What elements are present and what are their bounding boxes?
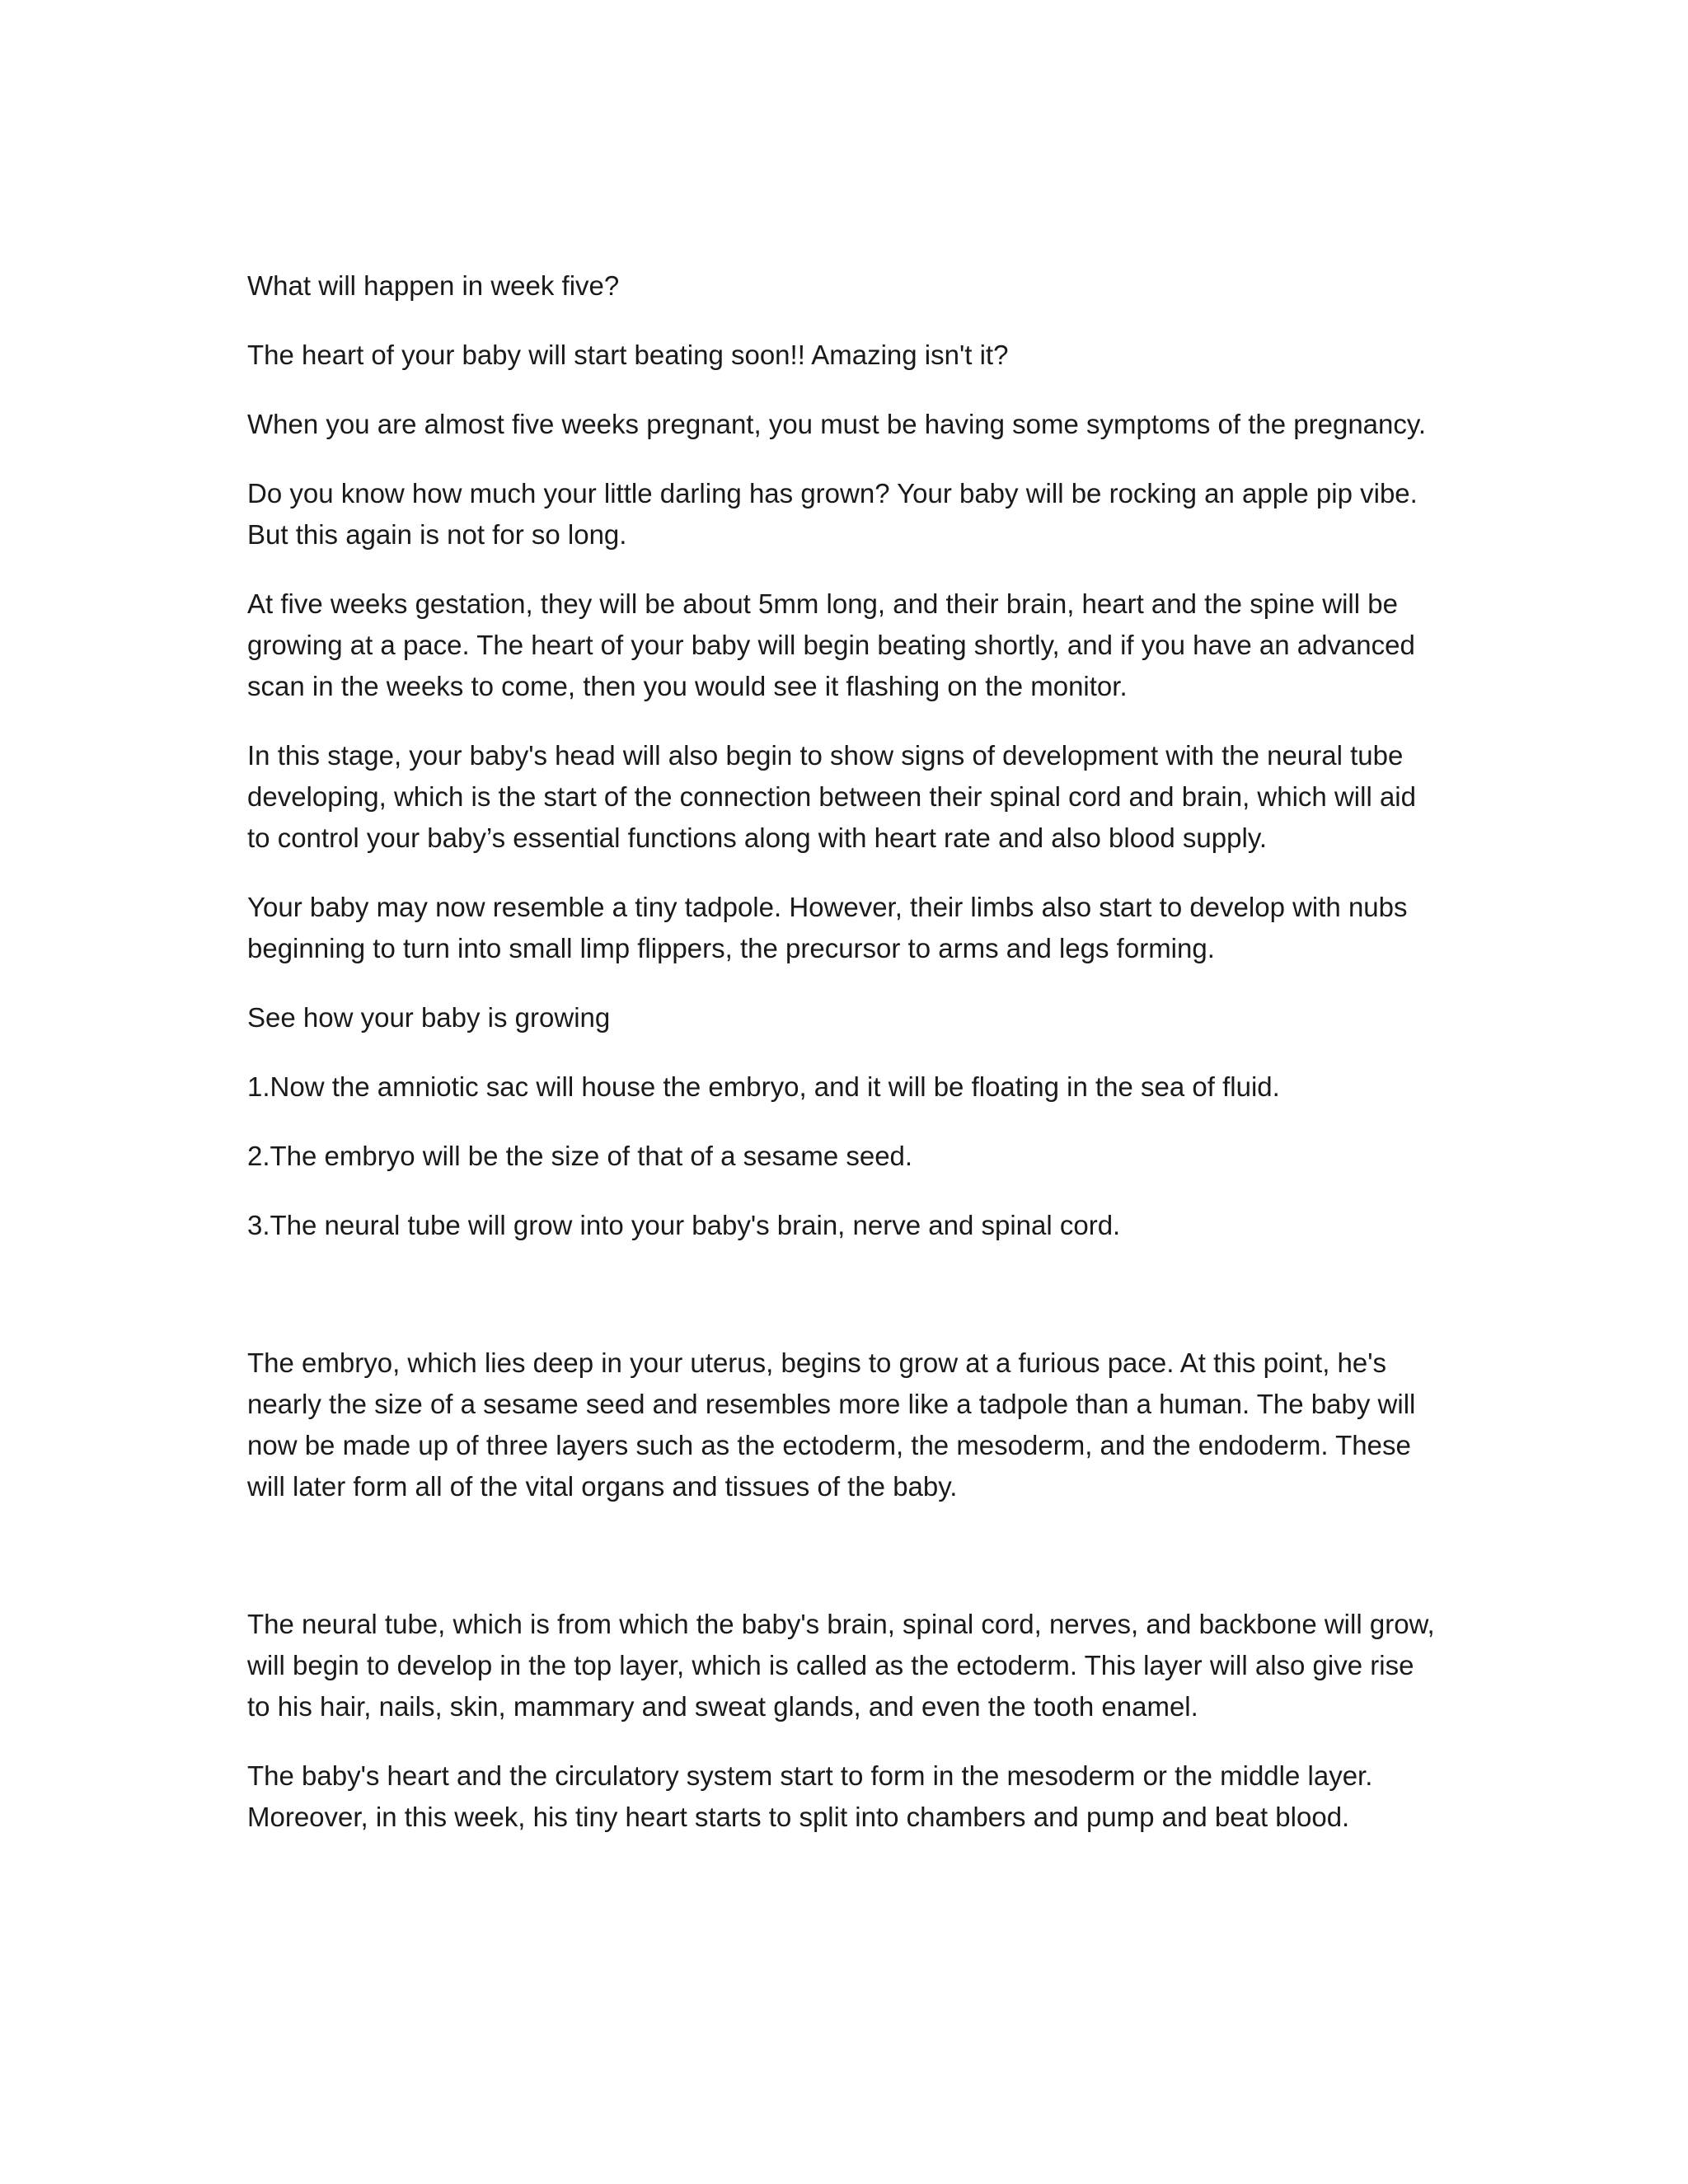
paragraph-ectoderm: The neural tube, which is from which the baby's brain, spinal cord, nerves, and backbone will grow, will begin to develop in the top layer, which is called as the ectoderm. This layer will also give rise to his hair, nails, skin, mammary and sweat glands, and even the tooth enamel. — [247, 1609, 1435, 1722]
list-item: 2.The embryo will be the size of that of a sesame seed. — [247, 1141, 913, 1171]
subheading-growing: See how your baby is growing — [247, 1002, 611, 1033]
paragraph-symptoms: When you are almost five weeks pregnant, you must be having some symptoms of the pregnancy. — [247, 409, 1427, 439]
paragraph-neural-tube: In this stage, your baby's head will also begin to show signs of development with the neural tube developing, which is the start of the connection between their spinal cord and brain, which will aid to control your baby’s essential functions along with heart rate and also blood supply. — [247, 740, 1416, 853]
paragraph-mesoderm: The baby's heart and the circulatory system start to form in the mesoderm or the middle layer. Moreover, in this week, his tiny heart starts to split into chambers and pump and beat blood. — [247, 1760, 1373, 1832]
paragraph-embryo: The embryo, which lies deep in your uterus, begins to grow at a furious pace. At this point, he's nearly the size of a sesame seed and resembles more like a tadpole than a human. The baby will now be made up of three layers such as the ectoderm, the mesoderm, and the endoderm. These will later form all of the vital organs and tissues of the baby. — [247, 1347, 1416, 1502]
heading-question: What will happen in week five? — [247, 270, 620, 301]
document-body — [247, 265, 1442, 1866]
paragraph-growth: Do you know how much your little darling has grown? Your baby will be rocking an apple pip vibe. But this again is not for so long. — [247, 478, 1418, 550]
paragraph-tadpole: Your baby may now resemble a tiny tadpole. However, their limbs also start to develop with nubs beginning to turn into small limp flippers, the precursor to arms and legs forming. — [247, 892, 1408, 963]
paragraph-heart-beating: The heart of your baby will start beating soon!! Amazing isn't it? — [247, 340, 1009, 370]
list-item: 3.The neural tube will grow into your baby's brain, nerve and spinal cord. — [247, 1210, 1121, 1240]
list-item: 1.Now the amniotic sac will house the embryo, and it will be floating in the sea of fluid. — [247, 1071, 1280, 1102]
paragraph-gestation: At five weeks gestation, they will be about 5mm long, and their brain, heart and the spine will be growing at a pace. The heart of your baby will begin beating shortly, and if you have an advanced scan in the weeks to come, then you would see it flashing on the monitor. — [247, 588, 1415, 701]
